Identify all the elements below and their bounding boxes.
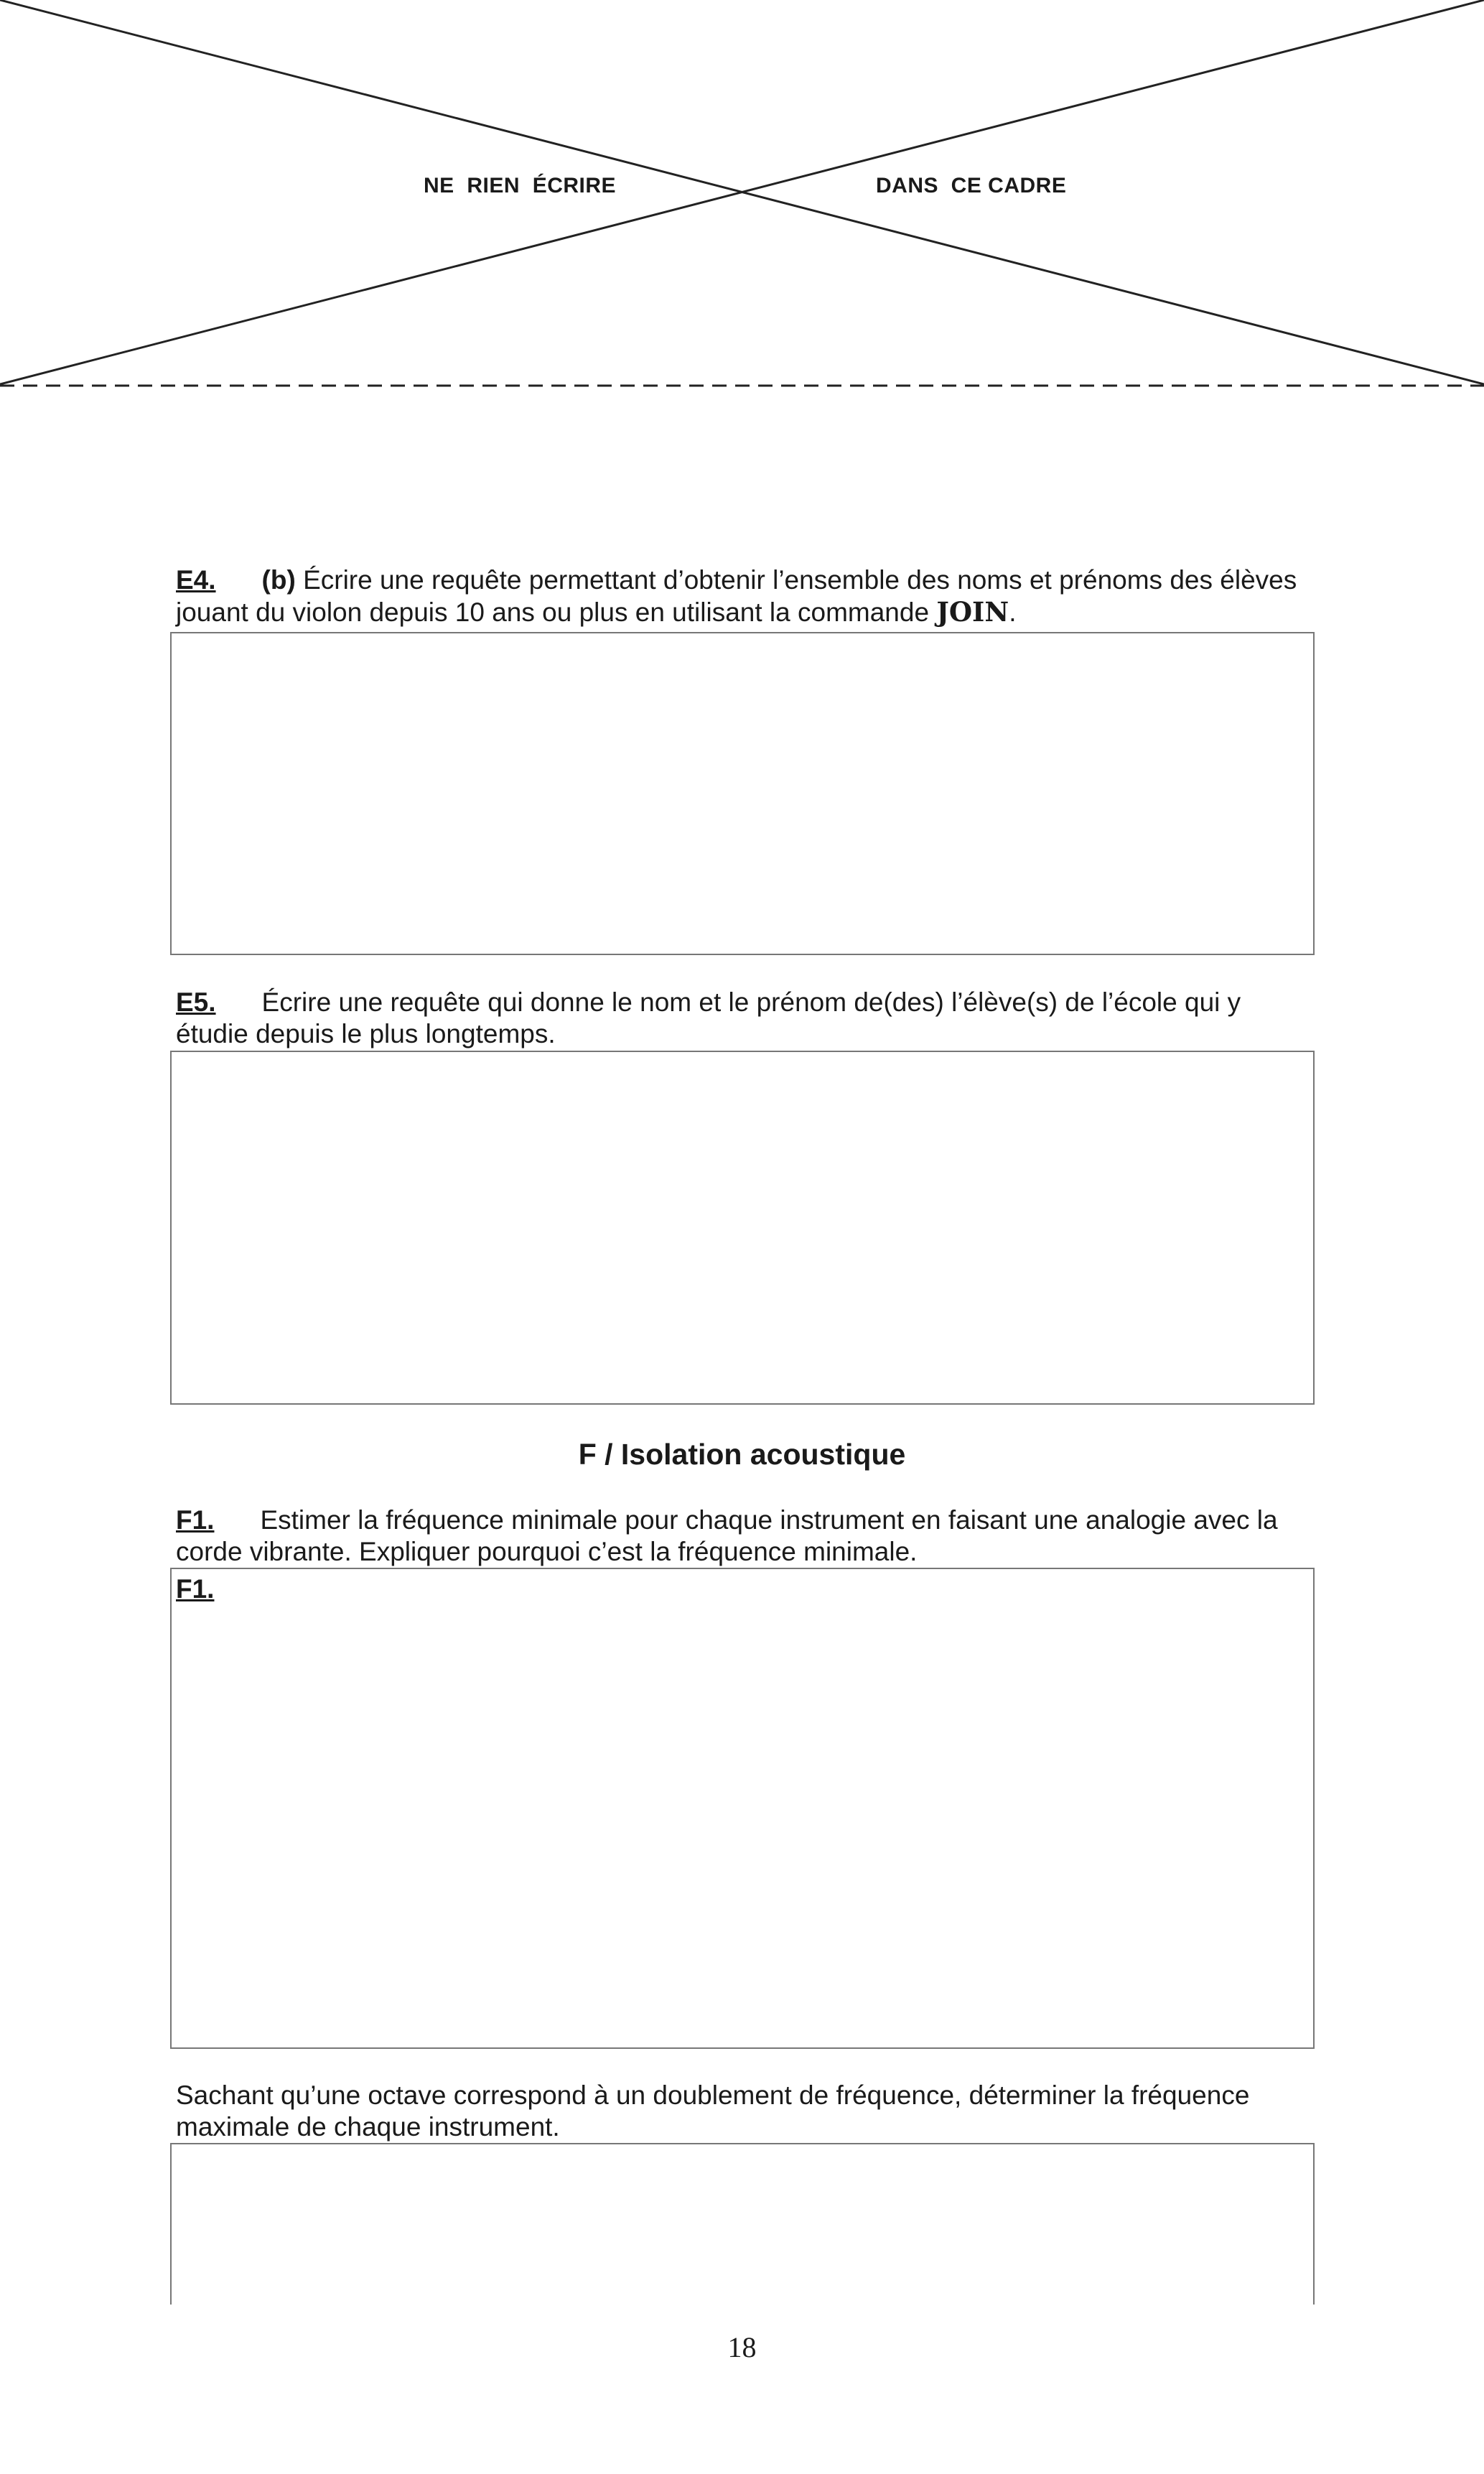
question-e4 [176,564,1317,628]
frame-text-left: NE RIEN ÉCRIRE [424,174,617,197]
question-number-e5: E5. [176,987,216,1017]
answer-box-e5[interactable] [170,1051,1315,1405]
question-text-f1: Estimer la fréquence minimale pour chaque instrument en faisant une analogie avec la corde vibrante. Expliquer pourquoi c’est la fréquence minimale. [176,1505,1278,1566]
question-text-octave: Sachant qu’une octave correspond à un doublement de fréquence, déterminer la fréquence maximale de chaque instrument. [176,2080,1250,2142]
answer-box-f1[interactable] [170,1568,1315,2049]
join-keyword: JOIN [936,596,1009,628]
question-f1 [176,1505,1317,1568]
question-number-e4: E4. [176,565,216,595]
question-octave [176,2080,1317,2143]
question-e5 [176,987,1317,1050]
section-title-f: F / Isolation acoustique [578,1438,906,1471]
question-part-e4: (b) [261,565,296,595]
page-number: 18 [727,2331,757,2363]
question-text-e5: Écrire une requête qui donne le nom et le prénom de(des) l’élève(s) de l’école qui y étudie depuis le plus longtemps. [176,987,1241,1048]
frame-text-right: DANS CE CADRE [876,174,1067,197]
answer-box-f1-label: F1. [176,1574,215,1604]
answer-box-e4[interactable] [170,632,1315,955]
no-write-frame [0,0,1484,391]
question-text-e4-end: . [1009,597,1017,627]
question-number-f1: F1. [176,1505,215,1535]
question-text-e4: Écrire une requête permettant d’obtenir l’ensemble des noms et prénoms des élèves jouant du violon depuis 10 ans ou plus en utilisant la commande [176,565,1297,627]
answer-box-octave[interactable] [170,2143,1315,2305]
